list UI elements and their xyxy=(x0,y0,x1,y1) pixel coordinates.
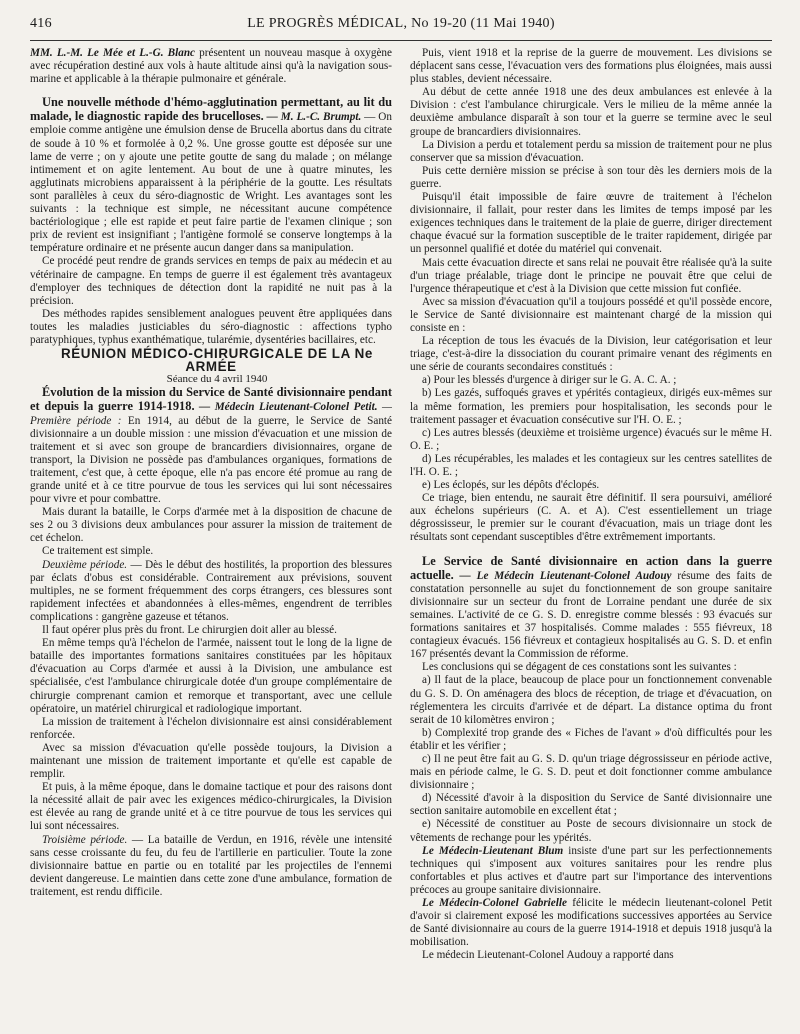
right-p0: Puis, vient 1918 et la reprise de la guerre de mouvement. Les divisions se déplacent sans cesse, l'évacuation vers des formations plus éloignées, mais aussi plus stables, devient nécessaire. xyxy=(410,47,772,86)
page-header xyxy=(30,16,772,38)
article3-p3 xyxy=(410,845,772,897)
conclusion-a: a) Il faut de la place, beaucoup de place pour un fonctionnement convenable du G. S. D. On aménagera des blocs de réception, de triage et d'évacuation, on réglementera les circuits d'arrivée et de départ. La distance optima du front serait de 10 kilomètres environ ; xyxy=(410,674,772,726)
period-3-label: Troisième période. xyxy=(42,833,128,846)
period-2-label: Deuxième période. xyxy=(42,558,128,571)
conclusion-e: e) Nécessité de constituer au Poste de secours divisionnaire un stock de vêtements de rechange pour les ypérités. xyxy=(410,818,772,844)
right-p5: Mais cette évacuation directe et sans relai ne pouvait être réalisée qu'à la suite d'un triage préalable, triage dont le principe ne pouvait être que celui de l'urgence thérapeutique et c'est à la Division que cette mission fut confiée. xyxy=(410,256,772,295)
right-p6: Avec sa mission d'évacuation qu'il a toujours possédé et qu'il possède encore, le Service de Santé divisionnaire est maintenant chargé de la mission qui consiste en : xyxy=(410,295,772,334)
running-title: LE PROGRÈS MÉDICAL, No 19-20 (11 Mai 1940) xyxy=(247,16,555,31)
conclusion-b: b) Complexité trop grande des « Fiches de l'avant » d'où difficultés pour les établir et les vérifier ; xyxy=(410,726,772,752)
triage-item-a: a) Pour les blessés d'urgence à diriger sur le G. A. C. A. ; xyxy=(422,374,677,387)
right-p3: Puis cette dernière mission se précise à son tour dès les derniers mois de la guerre. xyxy=(410,164,772,190)
left-column xyxy=(30,47,392,1027)
period-3-text: — La bataille de Verdun, en 1916, révèle une intensité sans cesse croissante du feu, du feu de l'artillerie en particulier. Toute la zone divisionnaire battue en partie ou en totalité par les projectiles de l'ennemi devient dangereuse. Le maintien dans cette zone d'une ambulance, formation de traitement, est rendu difficile. xyxy=(30,833,392,898)
right-p1: Au début de cette année 1918 une des deux ambulances est enlevée à la Division : c'est l'ambulance chirurgicale. Vers le milieu de la même année la deuxième ambulance disparaît à son tour et la guerre se termine avec le seul groupe de brancardiers divisionnaires. xyxy=(410,86,772,138)
right-p4: Puisqu'il était impossible de faire œuvre de traitement à l'échelon divisionnaire, il fallait, pour rester dans les limites de temps imposé par les exigences techniques dans le traitement de la plaie de guerre, diriger directement chaque évacué sur la formation susceptible de le traiter rapidement, dirigée par un personnel qualifié et dotée du matériel qui convenait. xyxy=(410,191,772,256)
blum-text: insiste d'une part sur les perfectionnements techniques qui s'imposent aux voitures sanitaires pour les rendre plus confortables et plus actives et d'autre part sur l'importance des interventions précoces au groupe sanitaire divisionnaire. xyxy=(410,844,772,896)
article2-paragraph xyxy=(30,386,392,506)
article1-body: — On emploie comme antigène une émulsion dense de Brucella abortus dans du citrate de soude à 10 % et formolée à 0,2 %. Une grosse goutte est déposée sur une lame de verre ; on y ajoute une petite goutte de sang du malade ; on mélange intimement et on agite lentement. Au bout de une à quatre minutes, les agglutinats microbiens apparaissent à la périphérie de la goutte. Les résultats sont parallèles à ceux du séro-diagnostic de Wright. Les avantages sont les suivants : la technique est simple, ne nécessitant aucune compétence bactériologique ; elle est rapide et peut faire partie de l'examen clinique ; son prix de revient est insignifiant ; l'antigène formolé se conserve longtemps à la température ordinaire et ne présente aucun danger dans sa manipulation. xyxy=(30,111,392,255)
triage-item-e: e) Les éclopés, sur les dépôts d'éclopés. xyxy=(422,479,600,492)
seance-date: Séance du 4 avril 1940 xyxy=(166,373,268,386)
article1-p2: Ce procédé peut rendre de grands services en temps de paix au médecin et au vétérinaire de campagne. En temps de guerre il est également très avantageux d'employer des techniques de détection dont la rapidité ne nuit pas à la précision. xyxy=(30,255,392,307)
conclusion-d: d) Nécessité d'avoir à la disposition du Service de Santé divisionnaire une section sanitaire automobile en excellent état ; xyxy=(410,792,772,818)
article3-paragraph xyxy=(410,555,772,662)
article2-p4 xyxy=(30,559,392,624)
article2-p8: Avec sa mission d'évacuation qu'elle possède toujours, la Division a maintenant une mission de traitement importante et qu'elle est capable de remplir. xyxy=(30,741,392,781)
article3-title: Le Service de Santé divisionnaire en action dans la guerre actuelle. xyxy=(410,553,772,582)
right-column xyxy=(410,47,772,1027)
period-2-text: — Dès le début des hostilités, la proportion des blessures par éclats d'obus est considérable. Contrairement aux prévisions, souvent multiples, ne se forment fréquemment des corps étrangers, ces blessures sont rapidement infectées et abandonnées à elles-mêmes, engendrent de terribles complications : gangrène gazeuse et tétanos. xyxy=(30,558,392,623)
triage-item-c: c) Les autres blessés (deuxième et troisième urgence) évacués sur le même H. O. E. ; xyxy=(410,426,772,452)
intro-authors: MM. L.-M. Le Mée et L.-G. Blanc xyxy=(30,47,196,59)
article3-p1: résume des faits de constatation personnelle au sujet du fonctionnement de son groupe sanitaire divisionnaire sur un secteur du front de Lorraine pendant une durée de six semaines. L'activité de ce G. S. D. enregistre comme blessés : 93 évacués sur formations sanitaires et 37 hospitalisés. Comme malades : 555 fiévreux, 18 contagieux évacués. 156 fiévreux et contagieux hospitalisés au G. S. D. et enfin 167 présentés devant la Commission de réforme. xyxy=(410,569,772,661)
page-number: 416 xyxy=(30,16,52,31)
right-p2: La Division a perdu et totalement perdu sa mission de traitement pour ne plus conserver que sa mission d'évacuation. xyxy=(410,138,772,164)
article3-author: — Le Médecin Lieutenant-Colonel Audouy xyxy=(453,569,672,582)
conclusion-c: c) Il ne peut être fait au G. S. D. qu'un triage dégrossisseur en période active, mais en période calme, le G. S. D. peut et doit fonctionner comme ambulance divisionnaire ; xyxy=(410,752,772,792)
intro-paragraph xyxy=(30,47,392,86)
header-rule xyxy=(30,40,772,41)
gabrielle-text: félicite le médecin lieutenant-colonel Petit d'avoir si clairement exposé les modifications successives apportées au Service de Santé divisionnaire au cours de la guerre 1914-1918 et depuis 1918 jusqu'à la mobilisation. xyxy=(410,897,772,949)
blum-author: Le Médecin-Lieutenant Blum xyxy=(422,844,564,857)
intro-text: présentent un nouveau masque à oxygène avec récupération destiné aux vols à haute altitude ainsi qu'à la navigation sous-marine et applicable à la thérapie pulmonaire et générale. xyxy=(30,47,392,86)
triage-item-b: b) Les gazés, suffoqués graves et ypérités contagieux, dirigés eux-mêmes sur la même formation, les premiers pour hospitalisation, les seconds pour le traitement passager et évacuation consécutive sur l'H. O. E. ; xyxy=(410,387,772,426)
right-p7: La réception de tous les évacués de la Division, leur catégorisation et leur triage, c'est-à-dire la dissociation du courant primaire venant des régiments en une série de courants secondaires constitués : xyxy=(410,335,772,374)
article2-p2: Mais durant la bataille, le Corps d'armée met à la disposition de chacune de ses 2 ou 3 divisions deux ambulances pour assurer la mission de traitement de cet échelon. xyxy=(30,506,392,545)
right-after-list: Ce triage, bien entendu, ne saurait être définitif. Il sera poursuivi, amélioré aux échelons supérieurs (C. A. et A). C'est essentiellement un triage dégrossisseur, le premier sur le courant d'évacuation, mais un triage dont les résultats sont cependant susceptibles d'être extrêmement importants. xyxy=(410,492,772,544)
article1-paragraph xyxy=(30,96,392,255)
article2-p1: En 1914, au début de la guerre, le Service de Santé divisionnaire a un double mission : une mission d'évacuation et une mission de traitement et si avec son groupe de brancardiers divisionnaires, organe de transport, la Division ne possède pas d'ambulances organiques, formations de traitement, c'est que, à cette époque, elle n'a pas encore été promue au rang de grande unité et à ce titre pourvue de tous les services qui lui sont nécessaires pour vivre et pour combattre. xyxy=(30,414,392,506)
article2-p7: La mission de traitement à l'échelon divisionnaire est ainsi considérablement renforcée. xyxy=(30,715,392,741)
article2-p10 xyxy=(30,834,392,899)
article2-p9: Et puis, à la même époque, dans le domaine tactique et pour des raisons dont la nécessité allait de pair avec les exigences médico-chirurgicales, la Division est élevée au rang de grande unité et à ce titre pourvue de tous les services qui lui sont nécessaires. xyxy=(30,781,392,833)
article2-p5: Il faut opérer plus près du front. Le chirurgien doit aller au blessé. xyxy=(42,624,337,637)
article1-p3: Des méthodes rapides sensiblement analogues peuvent être appliquées dans toutes les maladies justiciables du séro-diagnostic : affections typho paratyphiques, typhus exanthématique, tularémie, dysentéries bacillaires, etc. xyxy=(30,307,392,346)
article3-p5: Le médecin Lieutenant-Colonel Audouy a rapporté dans xyxy=(422,949,674,962)
article2-p6: En même temps qu'à l'échelon de l'armée, naissent tout le long de la ligne de bataille des importantes formations sanitaires constituées par les hôpitaux d'évacuation au Corps d'armée et aussi à la Division, une ambulance est spécialisée, c'est l'ambulance chirurgicale dotée d'un groupe complémentaire de chirurgie comprenant camion et remorque et transportant, avec une cellule opératoire, un matériel chirurgical et radiologique important. xyxy=(30,637,392,715)
article3-p2: Les conclusions qui se dégagent de ces constations sont les suivantes : xyxy=(422,661,737,674)
triage-item-d: d) Les récupérables, les malades et les contagieux sur les centres satellites de l'H. O. E. ; xyxy=(410,452,772,478)
gabrielle-author: Le Médecin-Colonel Gabrielle xyxy=(422,897,567,909)
article1-title: Une nouvelle méthode d'hémo-agglutination permettant, au lit du malade, le diagnostic rapide des brucelloses. xyxy=(30,95,392,124)
section-title: RÉUNION MÉDICO-CHIRURGICALE DE LA Ne ARMÉE xyxy=(61,346,373,375)
article2-lead: — Première période : xyxy=(30,401,392,427)
article1-author: — M. L.-C. Brumpt. xyxy=(263,111,362,124)
article2-title: Évolution de la mission du Service de Santé divisionnaire pendant et depuis la guerre 1914-1918. xyxy=(30,385,392,414)
article2-p3: Ce traitement est simple. xyxy=(42,545,154,558)
article2-author: — Médecin Lieutenant-Colonel Petit. xyxy=(194,401,378,414)
article3-p4 xyxy=(410,897,772,949)
